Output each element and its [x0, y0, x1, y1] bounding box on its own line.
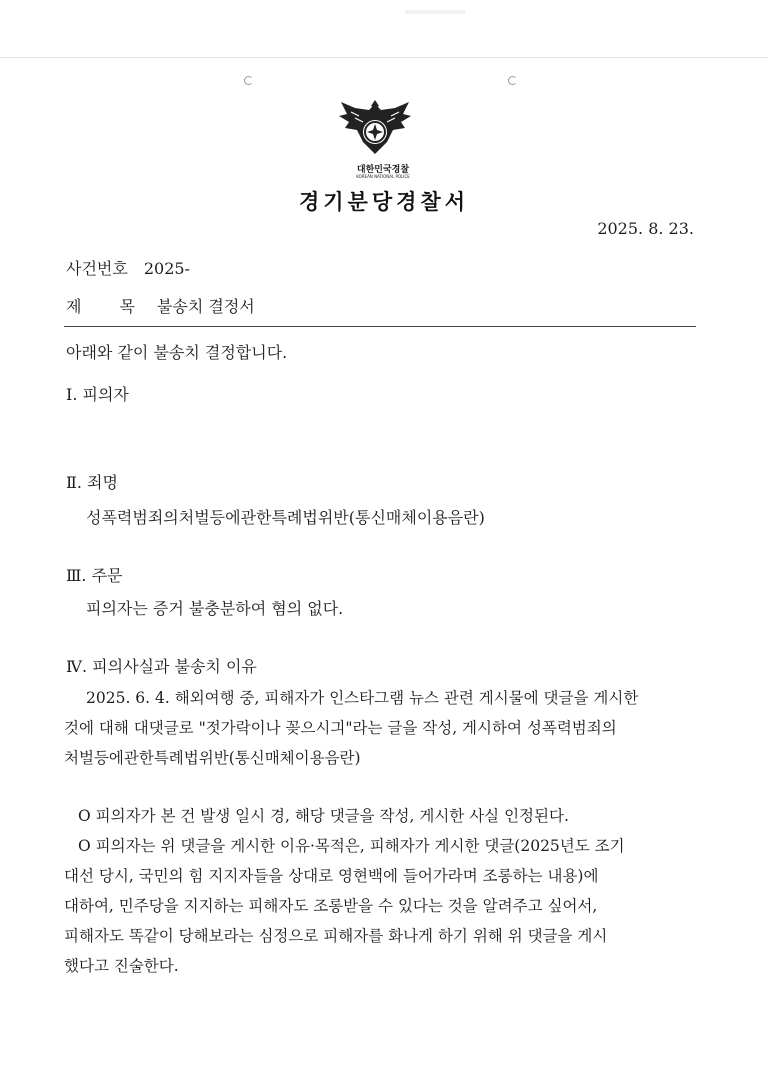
- subject-row: [66, 294, 255, 317]
- reason-line: O 피의자는 위 댓글을 게시한 이유·목적은, 피해자가 게시한 댓글(2025년도 조기: [78, 837, 625, 855]
- fact-line: 2025. 6. 4. 해외여행 중, 피해자가 인스타그램 뉴스 관련 게시물에 댓글을 게시한: [86, 689, 639, 707]
- reason-line: 피해자도 똑같이 당해보라는 심정으로 피해자를 화나게 하기 위해 위 댓글을 게시: [64, 927, 608, 945]
- section-3-body: 피의자는 증거 불충분하여 혐의 없다.: [86, 599, 344, 618]
- reason-line: O 피의자가 본 건 발생 일시 경, 해당 댓글을 작성, 게시한 사실 인정된다.: [78, 807, 569, 825]
- reason-line: 했다고 진술한다.: [64, 957, 179, 975]
- emblem-korean-text: 대한민국경찰: [356, 165, 410, 175]
- reason-line: 대선 당시, 국민의 힘 지지자들을 상대로 영현백에 들어가라며 조롱하는 내용)에: [64, 867, 599, 885]
- scan-mark: [405, 10, 465, 14]
- section-3-heading: Ⅲ. 주문: [66, 566, 123, 585]
- punch-hole-right: [508, 76, 517, 85]
- intro-text: 아래와 같이 불송치 결정합니다.: [66, 343, 288, 362]
- case-number-value: 2025-: [143, 259, 190, 278]
- punch-hole-left: [244, 76, 253, 85]
- subject-value: 불송치 결정서: [156, 297, 255, 316]
- section-1-heading: Ⅰ. 피의자: [66, 385, 129, 404]
- section-2-heading: Ⅱ. 죄명: [66, 473, 118, 492]
- police-emblem-icon: [335, 98, 415, 162]
- document-date: 2025. 8. 23.: [597, 219, 694, 238]
- scan-edge-line: [0, 57, 768, 58]
- case-number-row: [66, 256, 190, 279]
- office-title: 경기분당경찰서: [298, 189, 469, 214]
- reason-line: 대하여, 민주당을 지지하는 피해자도 조롱받을 수 있다는 것을 알려주고 싶어서,: [64, 897, 598, 915]
- section-4-heading: Ⅳ. 피의사실과 불송치 이유: [66, 657, 257, 676]
- subject-label-1: 제: [66, 297, 82, 316]
- fact-line: 것에 대해 대댓글로 "젓가락이나 꽂으시긔"라는 글을 작성, 게시하여 성폭력범죄의: [64, 719, 617, 737]
- fact-line: 처벌등에관한특례법위반(통신매체이용음란): [64, 749, 361, 767]
- emblem-english-text: KOREAN NATIONAL POLICE: [356, 174, 410, 179]
- case-number-label: 사건번호: [66, 259, 128, 278]
- section-2-body: 성폭력범죄의처벌등에관한특례법위반(통신매체이용음란): [86, 508, 485, 527]
- header-divider: [64, 326, 696, 327]
- subject-label-2: 목: [119, 297, 135, 316]
